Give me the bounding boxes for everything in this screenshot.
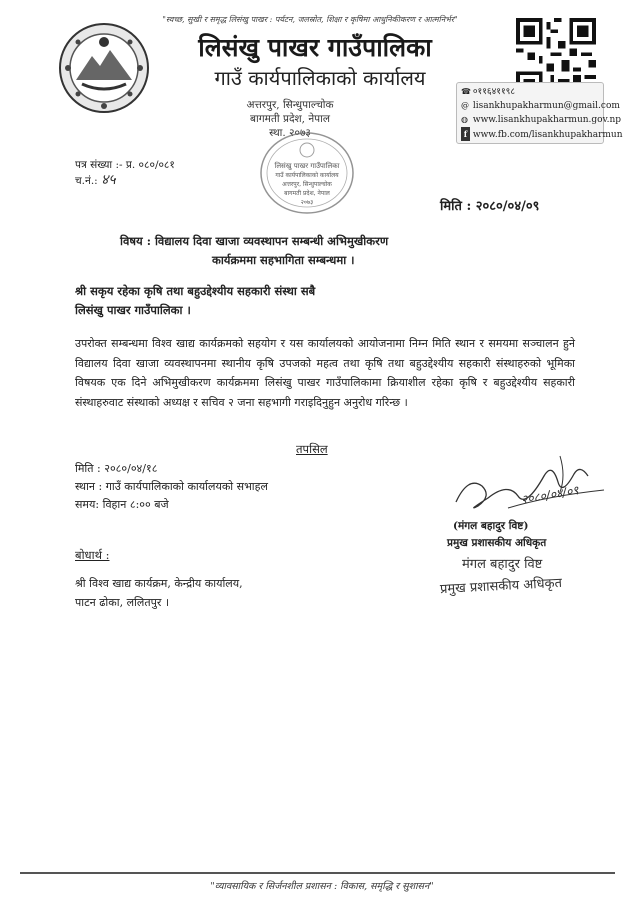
subject-block [120,232,540,270]
dispatch-number: ४५ [101,172,116,188]
tapasil-heading: तपसिल [296,442,328,456]
bodharth-heading: बोधार्थ : [75,548,110,562]
dispatch-number-row [75,173,175,189]
contact-box [456,82,623,144]
contact-website [461,113,622,127]
signatory-block [447,518,546,552]
handwritten-signature [448,446,608,524]
recipient-line: लिसंखु पाखर गाउँपालिका । [75,303,191,317]
event-place: स्थान : गाउँ कार्यपालिकाको कार्यालयको सभाहल [75,480,268,493]
cc-block [75,574,243,612]
stamp-line: अत्तरपुर, सिन्धुपाल्चोक [282,181,332,188]
municipality-title: लिसंखु पाखर गाउँपालिका [198,33,432,62]
office-title: गाउँ कार्यपालिकाको कार्यालय [214,66,426,90]
facebook-link[interactable]: www.fb.com/lisankhupakharmun [472,130,623,140]
letter-date: मिति : २०८०/०४/०९ [440,199,540,214]
cc-line: पाटन ढोका, ललितपुर । [75,596,170,609]
phone-icon: ☎ [461,87,471,96]
letter-body: उपरोक्त सम्बन्धमा विश्व खाद्य कार्यक्रमको सहयोग र यस कार्यालयको आयोजनामा निम्न मिति स्थान र समयमा सञ्चालन हुने विद्यालय दिवा खाजा व्यवस्थापनमा स्थानीय कृषि उपजको महत्व तथा कृषि तथा बहुउद्देश्यीय सहकारी संस्थाहरुको भूमिका विषयक एक दिने अभिमुखीकरण कार्यक्रममा लिसंखु पाखर गाउँपालिकामा क्रियाशील रहेका कृषि र बहुउद्देश्यीय सहकारी संस्थाहरुवाट संस्थाको अध्यक्ष र सचिव २ जना सहभागी गराइदिनुहुन अनुरोध गरिन्छ । [75,337,575,409]
signatory-name: (मंगल बहादुर विष्ट) [453,520,529,532]
letter-ref-number: पत्र संख्या :- प्र. ०८०/०८१ [75,159,175,171]
globe-icon: ◍ [461,115,468,124]
municipality-emblem-icon [58,22,150,114]
event-date: मिति : २०८०/०४/१८ [75,462,158,475]
contact-email [461,99,620,113]
stamp-designation: प्रमुख प्रशासकीय अधिकृत [439,575,563,598]
cc-line: श्री विश्व खाद्य कार्यक्रम, केन्द्रीय कार्यालय, [75,577,243,590]
recipient-block [75,282,315,320]
facebook-icon: f [461,127,470,141]
stamp-line: गाउँ कार्यपालिकाको कार्यालय [275,172,339,179]
contact-facebook [461,127,623,141]
phone-number: ०११६४११९८ [472,87,515,97]
footer-divider [20,872,615,874]
address-line: स्था. २०७३ [269,127,311,139]
signature-stamp [440,554,562,598]
website-link[interactable]: www.lisankhupakharmun.gov.np [472,115,622,125]
stamp-name: मंगल बहादुर विष्ट [462,557,543,572]
slogan: "स्वच्छ, सुखी र समृद्ध लिसंखु पाखर : पर्यटन, जलस्रोत, शिक्षा र कृषिमा आधुनिकीकरण र आत्मनिर्भर" [162,15,458,24]
stamp-line: २०७३ [300,199,314,206]
address-line: बागमती प्रदेश, नेपाल [250,113,330,125]
dispatch-label: च.नं.: [75,175,98,187]
signatory-designation: प्रमुख प्रशासकीय अधिकृत [447,537,547,549]
reference-block [75,158,175,189]
contact-phone [461,85,599,99]
recipient-line: श्री सकृय रहेका कृषि तथा बहुउद्देश्यीय सहकारी संस्था सबै [75,284,316,298]
stamp-line: बागमती प्रदेश, नेपाल [284,190,330,197]
signature-date: २०८०/०४/०९ [520,483,580,507]
footer-motto: "व्यावसायिक र सिर्जनशील प्रशासन : विकास, समृद्धि र सुशासन" [210,881,434,892]
office-stamp [256,128,358,218]
email-address[interactable]: lisankhupakharmun@gmail.com [472,101,620,111]
stamp-line: लिसंखु पाखर गाउँपालिका [274,162,340,170]
event-details [75,460,268,514]
address-line: अत्तरपुर, सिन्धुपाल्चोक [246,99,334,111]
event-time: समय: विहान ८:०० बजे [75,498,169,511]
subject-line: विषय : विद्यालय दिवा खाजा व्यवस्थापन सम्बन्धी अभिमुखीकरण [120,234,389,248]
subject-line: कार्यक्रममा सहभागिता सम्बन्धमा । [212,253,355,267]
email-icon: @ [461,101,469,110]
